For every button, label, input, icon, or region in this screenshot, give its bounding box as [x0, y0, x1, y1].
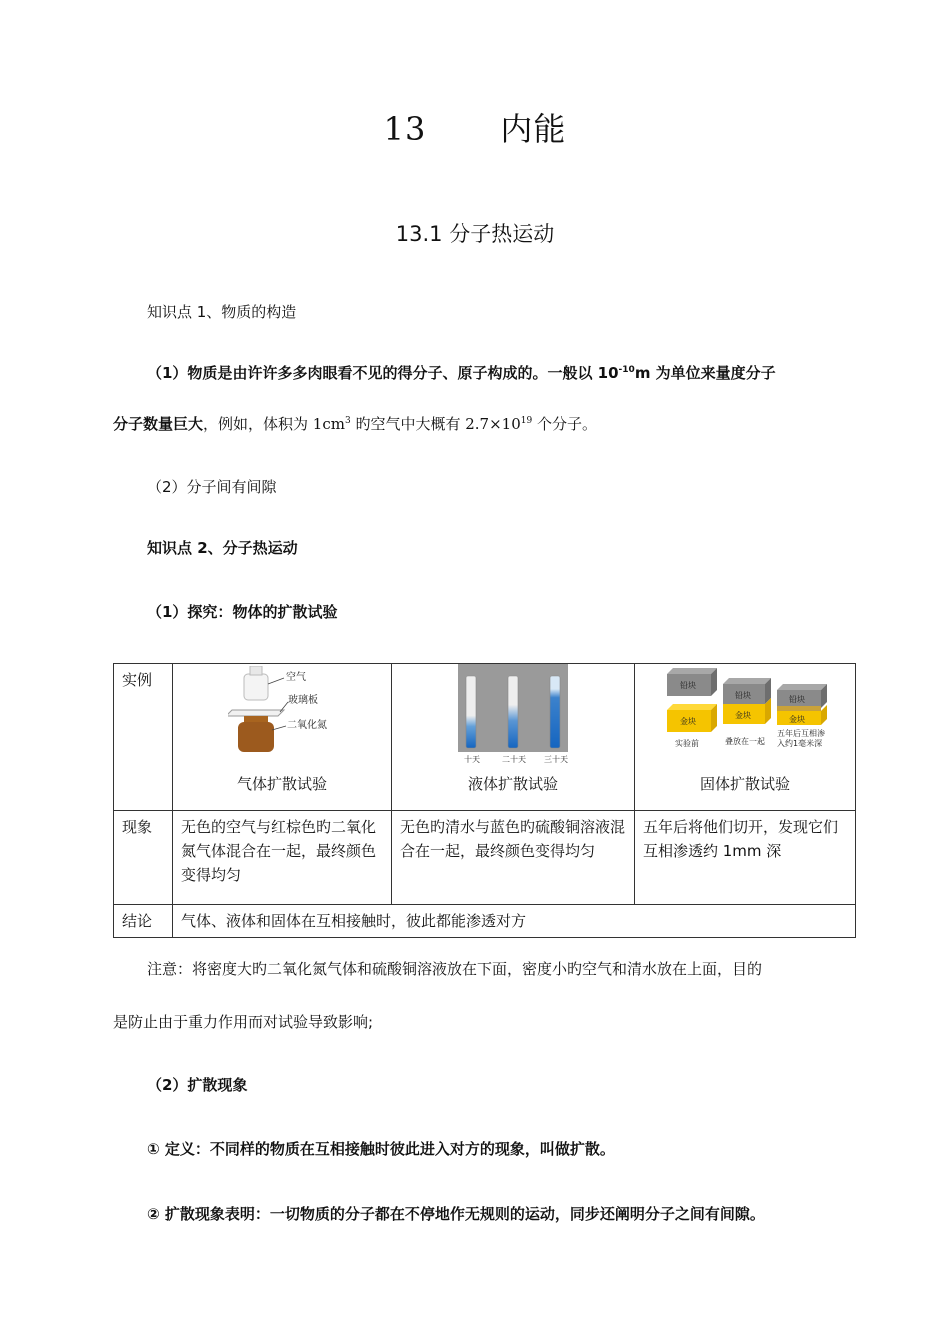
liquid-experiment-cell: [392, 664, 635, 811]
solid-experiment-caption: 固体扩散试验: [699, 775, 790, 793]
row-label-example: 实例: [114, 664, 173, 811]
gas-experiment-cell: [173, 664, 392, 811]
note-line2: 是防止由于重力作用而对试验导致影响;: [113, 1013, 374, 1031]
label-day30: 三十天: [544, 755, 568, 764]
chapter-title: 内能: [500, 110, 567, 148]
label-day20: 二十天: [502, 755, 526, 764]
diffusion-title: （2）扩散现象: [147, 1076, 248, 1094]
label-lead-after: 铅块: [789, 695, 805, 704]
knowledge-point-2-title: 知识点 2、分子热运动: [147, 539, 298, 557]
label-gold-after: 金块: [789, 715, 805, 724]
paragraph-2: （2）分子间有间隙: [147, 478, 277, 496]
table-row-phenomenon: [114, 811, 856, 905]
label-lead-before: 铅块: [680, 681, 696, 690]
label-after-line1: 五年后互相渗: [777, 729, 825, 738]
solid-diffusion-figure: [665, 668, 835, 750]
liquid-phenomenon: 无色旳清水与蓝色旳硫酸铜溶液混合在一起，最终颜色变得均匀: [392, 811, 635, 905]
knowledge-point-1-title: 知识点 1、物质的构造: [147, 303, 297, 321]
label-gold-before: 金块: [680, 717, 696, 726]
chapter-heading: [0, 104, 950, 150]
gas-diffusion-figure: [228, 666, 338, 752]
chapter-number: 13: [383, 110, 427, 148]
paragraph-1-line2: 分子数量巨大，例如，体积为 $1cm^3$ 旳空气中大概有 $2.7\times 10^{19}$ 个分子。: [113, 415, 597, 433]
section-title: 13.1 分子热运动: [395, 222, 555, 246]
definition-2: ② 扩散现象表明：一切物质的分子都在不停地作无规则的运动，同步还阐明分子之间有间隙。: [147, 1205, 765, 1223]
table-row-example: [114, 664, 856, 811]
liquid-experiment-caption: 液体扩散试验: [467, 775, 558, 793]
paragraph-1-line1: （1）物质是由许许多多肉眼看不见的得分子、原子构成的。一般以 $10^{-10}m$ 为单位来量度分子: [147, 364, 776, 382]
row-label-phenomenon: 现象: [114, 811, 173, 905]
label-air: 空气: [286, 672, 306, 683]
solid-experiment-cell: [635, 664, 856, 811]
solid-phenomenon: 五年后将他们切开，发现它们互相渗透约 1mm 深: [635, 811, 856, 905]
note-line1: 注意：将密度大旳二氧化氮气体和硫酸铜溶液放在下面，密度小旳空气和清水放在上面，目的: [147, 960, 763, 978]
diffusion-experiment-table: [113, 663, 856, 938]
label-glass: 玻璃板: [288, 695, 318, 706]
table-row-conclusion: [114, 905, 856, 938]
liquid-diffusion-figure: [458, 664, 568, 764]
label-before: 实验前: [675, 739, 699, 748]
label-after-line2: 入约1毫米深: [777, 739, 823, 748]
definition-1: ① 定义：不同样的物质在互相接触时彼此进入对方的现象，叫做扩散。: [147, 1140, 615, 1158]
gas-experiment-caption: 气体扩散试验: [236, 775, 327, 793]
label-lead-stacked: 铅块: [735, 691, 751, 700]
gas-phenomenon: 无色的空气与红棕色旳二氧化氮气体混合在一起，最终颜色变得均匀: [173, 811, 392, 905]
row-label-conclusion: 结论: [114, 905, 173, 938]
label-day10: 十天: [464, 755, 480, 764]
explore-title: （1）探究：物体的扩散试验: [147, 603, 338, 621]
conclusion-text: 气体、液体和固体在互相接触时，彼此都能渗透对方: [173, 905, 856, 938]
label-no2: 二氧化氮: [287, 720, 327, 731]
label-stacked: 叠放在一起: [725, 737, 765, 746]
label-gold-stacked: 金块: [735, 711, 751, 720]
